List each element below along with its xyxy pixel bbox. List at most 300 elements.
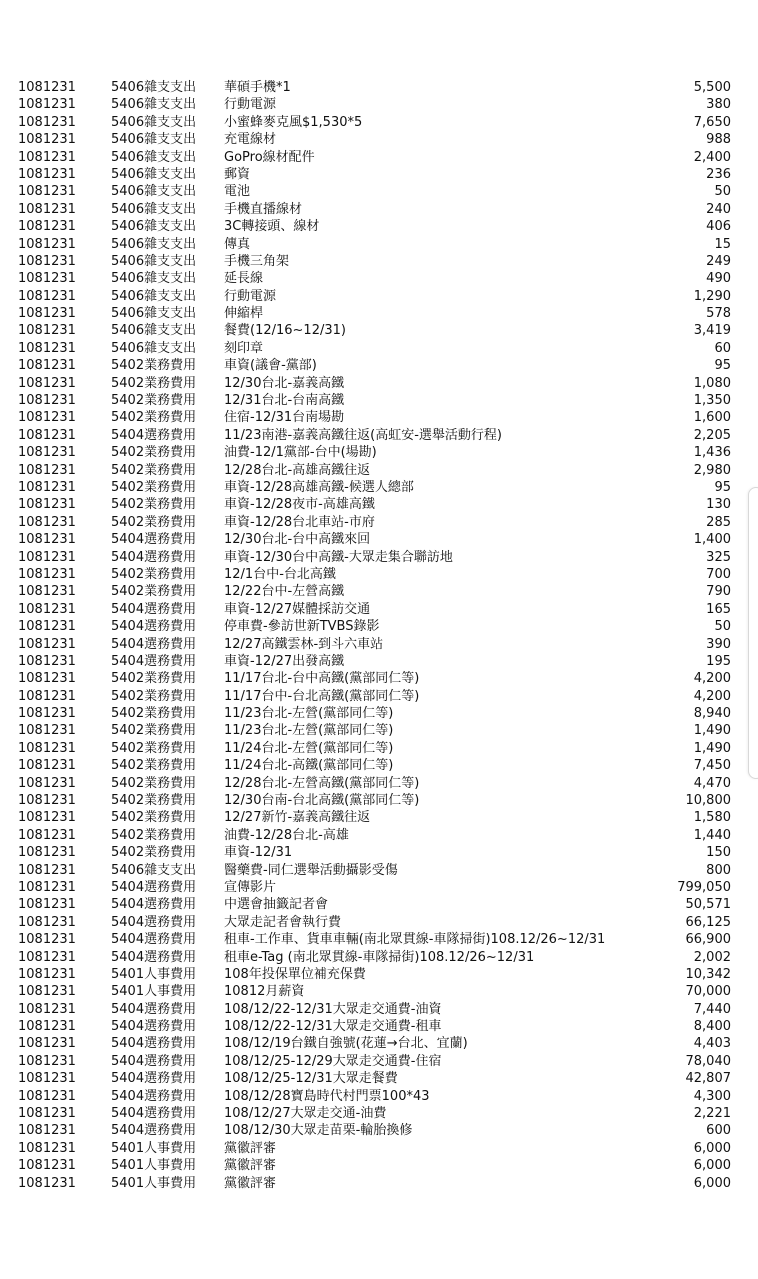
account-cell: 5402業務費用 [111,758,197,774]
account-cell: 5406雜支支出 [111,271,197,287]
account-cell: 5404選務費用 [111,897,197,913]
amount-cell: 4,403 [693,1036,731,1052]
amount-cell: 799,050 [677,879,731,895]
account-cell: 5406雜支支出 [111,862,197,878]
date-cell: 1081231 [18,427,76,443]
date-cell: 1081231 [18,862,76,878]
description-cell: 黨徽評審 [224,1158,277,1174]
table-row [0,462,758,479]
description-cell: 12/28台北-左營高鐵(黨部同仁等) [224,775,420,791]
table-row [0,357,758,374]
description-cell: 郵資 [224,166,251,182]
amount-cell: 4,200 [693,671,731,687]
table-row [0,914,758,931]
amount-cell: 700 [706,566,731,582]
amount-cell: 66,125 [685,914,731,930]
account-cell: 5406雜支支出 [111,288,197,304]
description-cell: 油費-12/1黨部-台中(場勘) [224,445,377,461]
amount-cell: 50 [714,184,731,200]
table-row [0,740,758,757]
amount-cell: 800 [706,862,731,878]
scroll-handle[interactable] [748,487,758,779]
date-cell: 1081231 [18,1175,76,1191]
table-row [0,618,758,635]
date-cell: 1081231 [18,375,76,391]
description-cell: 車資-12/28台北車站-市府 [224,514,375,530]
date-cell: 1081231 [18,758,76,774]
table-row [0,931,758,948]
account-cell: 5402業務費用 [111,358,197,374]
date-cell: 1081231 [18,497,76,513]
description-cell: 108/12/22-12/31大眾走交通費-油資 [224,1001,442,1017]
amount-cell: 406 [706,219,731,235]
date-cell: 1081231 [18,914,76,930]
account-cell: 5402業務費用 [111,845,197,861]
description-cell: 12/27高鐵雲林-到斗六車站 [224,636,384,652]
table-row [0,201,758,218]
table-row [0,688,758,705]
account-cell: 5402業務費用 [111,740,197,756]
table-row [0,1175,758,1192]
amount-cell: 78,040 [685,1053,731,1069]
amount-cell: 2,205 [693,427,731,443]
table-row [0,966,758,983]
amount-cell: 1,080 [693,375,731,391]
account-cell: 5406雜支支出 [111,166,197,182]
description-cell: 11/23台北-左營(黨部同仁等) [224,723,394,739]
account-cell: 5402業務費用 [111,793,197,809]
date-cell: 1081231 [18,1140,76,1156]
amount-cell: 1,400 [693,532,731,548]
table-row [0,653,758,670]
table-row [0,705,758,722]
table-row [0,1053,758,1070]
date-cell: 1081231 [18,1019,76,1035]
table-row [0,549,758,566]
table-row [0,1035,758,1052]
description-cell: 11/17台中-台北高鐵(黨部同仁等) [224,688,420,704]
description-cell: 車資-12/27出發高鐵 [224,653,345,669]
table-row [0,253,758,270]
date-cell: 1081231 [18,445,76,461]
date-cell: 1081231 [18,340,76,356]
date-cell: 1081231 [18,653,76,669]
table-row [0,1122,758,1139]
table-row [0,479,758,496]
table-row [0,775,758,792]
description-cell: 黨徽評審 [224,1175,277,1191]
amount-cell: 15 [714,236,731,252]
date-cell: 1081231 [18,201,76,217]
account-cell: 5404選務費用 [111,879,197,895]
description-cell: 小蜜蜂麥克風$1,530*5 [224,114,363,130]
account-cell: 5404選務費用 [111,427,197,443]
table-row [0,305,758,322]
account-cell: 5402業務費用 [111,688,197,704]
amount-cell: 3,419 [693,323,731,339]
amount-cell: 50 [714,619,731,635]
description-cell: 租車e-Tag (南北眾貫線-車隊掃街)108.12/26~12/31 [224,949,535,965]
description-cell: 12/27新竹-嘉義高鐵往返 [224,810,371,826]
description-cell: 華碩手機*1 [224,80,291,95]
table-row [0,1070,758,1087]
table-row [0,166,758,183]
description-cell: 12/31台北-台南高鐵 [224,393,345,409]
description-cell: 刻印章 [224,340,264,356]
table-row [0,270,758,287]
account-cell: 5404選務費用 [111,1088,197,1104]
account-cell: 5406雜支支出 [111,80,197,95]
account-cell: 5406雜支支出 [111,340,197,356]
account-cell: 5404選務費用 [111,1053,197,1069]
amount-cell: 600 [706,1123,731,1139]
description-cell: 租車-工作車、貨車車輛(南北眾貫線-車隊掃街)108.12/26~12/31 [224,932,606,948]
description-cell: 手機直播線材 [224,201,303,217]
account-cell: 5406雜支支出 [111,253,197,269]
table-row [0,496,758,513]
account-cell: 5404選務費用 [111,653,197,669]
table-row [0,862,758,879]
amount-cell: 490 [706,271,731,287]
account-cell: 5402業務費用 [111,706,197,722]
table-row [0,340,758,357]
date-cell: 1081231 [18,619,76,635]
table-row [0,844,758,861]
account-cell: 5406雜支支出 [111,114,197,130]
amount-cell: 1,440 [693,827,731,843]
date-cell: 1081231 [18,879,76,895]
table-row [0,1105,758,1122]
date-cell: 1081231 [18,549,76,565]
date-cell: 1081231 [18,897,76,913]
date-cell: 1081231 [18,271,76,287]
amount-cell: 66,900 [685,932,731,948]
date-cell: 1081231 [18,793,76,809]
account-cell: 5404選務費用 [111,1036,197,1052]
date-cell: 1081231 [18,184,76,200]
table-row [0,514,758,531]
account-cell: 5402業務費用 [111,584,197,600]
date-cell: 1081231 [18,132,76,148]
description-cell: 車資-12/31 [224,845,293,861]
amount-cell: 578 [706,306,731,322]
amount-cell: 8,400 [693,1019,731,1035]
description-cell: 住宿-12/31台南場勘 [224,410,345,426]
date-cell: 1081231 [18,393,76,409]
expense-ledger [0,79,758,1192]
account-cell: 5402業務費用 [111,445,197,461]
description-cell: 停車費-參訪世新TVBS錄影 [224,619,380,635]
date-cell: 1081231 [18,323,76,339]
description-cell: GoPro線材配件 [224,149,315,165]
date-cell: 1081231 [18,1036,76,1052]
date-cell: 1081231 [18,949,76,965]
amount-cell: 2,980 [693,462,731,478]
account-cell: 5402業務費用 [111,410,197,426]
table-row [0,444,758,461]
description-cell: 電池 [224,184,251,200]
description-cell: 108/12/22-12/31大眾走交通費-租車 [224,1019,442,1035]
table-row [0,1018,758,1035]
account-cell: 5402業務費用 [111,462,197,478]
date-cell: 1081231 [18,410,76,426]
description-cell: 伸縮桿 [224,306,264,322]
date-cell: 1081231 [18,236,76,252]
date-cell: 1081231 [18,149,76,165]
description-cell: 車資(議會-黨部) [224,358,317,374]
table-row [0,636,758,653]
amount-cell: 8,940 [693,706,731,722]
amount-cell: 2,221 [693,1106,731,1122]
account-cell: 5406雜支支出 [111,132,197,148]
date-cell: 1081231 [18,253,76,269]
table-row [0,757,758,774]
date-cell: 1081231 [18,740,76,756]
date-cell: 1081231 [18,688,76,704]
amount-cell: 150 [706,845,731,861]
date-cell: 1081231 [18,932,76,948]
table-row [0,149,758,166]
amount-cell: 1,290 [693,288,731,304]
date-cell: 1081231 [18,532,76,548]
description-cell: 11/23台北-左營(黨部同仁等) [224,706,394,722]
description-cell: 108/12/30大眾走苗栗-輪胎換修 [224,1123,413,1139]
table-row [0,79,758,96]
amount-cell: 380 [706,97,731,113]
date-cell: 1081231 [18,845,76,861]
table-row [0,131,758,148]
amount-cell: 130 [706,497,731,513]
date-cell: 1081231 [18,1106,76,1122]
table-row [0,375,758,392]
date-cell: 1081231 [18,306,76,322]
amount-cell: 165 [706,601,731,617]
description-cell: 醫藥費-同仁選舉活動攝影受傷 [224,862,398,878]
table-row [0,218,758,235]
date-cell: 1081231 [18,462,76,478]
date-cell: 1081231 [18,1001,76,1017]
table-row [0,96,758,113]
date-cell: 1081231 [18,514,76,530]
table-row [0,427,758,444]
table-row [0,1088,758,1105]
table-row [0,949,758,966]
amount-cell: 1,436 [693,445,731,461]
account-cell: 5406雜支支出 [111,184,197,200]
table-row [0,1140,758,1157]
date-cell: 1081231 [18,288,76,304]
description-cell: 車資-12/27媒體採訪交通 [224,601,371,617]
amount-cell: 2,002 [693,949,731,965]
account-cell: 5404選務費用 [111,619,197,635]
table-row [0,670,758,687]
account-cell: 5406雜支支出 [111,201,197,217]
amount-cell: 7,450 [693,758,731,774]
account-cell: 5404選務費用 [111,1001,197,1017]
account-cell: 5402業務費用 [111,671,197,687]
account-cell: 5406雜支支出 [111,219,197,235]
description-cell: 手機三角架 [224,253,290,269]
amount-cell: 5,500 [693,80,731,95]
date-cell: 1081231 [18,1123,76,1139]
description-cell: 12/30台南-台北高鐵(黨部同仁等) [224,793,420,809]
account-cell: 5401人事費用 [111,1140,197,1156]
description-cell: 車資-12/28夜市-高雄高鐵 [224,497,375,513]
amount-cell: 6,000 [693,1158,731,1174]
date-cell: 1081231 [18,114,76,130]
account-cell: 5402業務費用 [111,375,197,391]
date-cell: 1081231 [18,166,76,182]
date-cell: 1081231 [18,566,76,582]
account-cell: 5404選務費用 [111,949,197,965]
account-cell: 5401人事費用 [111,966,197,982]
date-cell: 1081231 [18,219,76,235]
description-cell: 108年投保單位補充保費 [224,966,366,982]
account-cell: 5401人事費用 [111,1158,197,1174]
amount-cell: 70,000 [685,984,731,1000]
description-cell: 車資-12/30台中高鐵-大眾走集合聯訪地 [224,549,453,565]
date-cell: 1081231 [18,1071,76,1087]
date-cell: 1081231 [18,671,76,687]
amount-cell: 2,400 [693,149,731,165]
account-cell: 5401人事費用 [111,984,197,1000]
date-cell: 1081231 [18,636,76,652]
account-cell: 5402業務費用 [111,393,197,409]
date-cell: 1081231 [18,358,76,374]
amount-cell: 195 [706,653,731,669]
description-cell: 11/17台北-台中高鐵(黨部同仁等) [224,671,420,687]
amount-cell: 7,440 [693,1001,731,1017]
description-cell: 車資-12/28高雄高鐵-候選人總部 [224,479,414,495]
table-row [0,1001,758,1018]
account-cell: 5404選務費用 [111,636,197,652]
account-cell: 5401人事費用 [111,1175,197,1191]
date-cell: 1081231 [18,1158,76,1174]
account-cell: 5402業務費用 [111,810,197,826]
amount-cell: 325 [706,549,731,565]
table-row [0,983,758,1000]
date-cell: 1081231 [18,1088,76,1104]
amount-cell: 6,000 [693,1140,731,1156]
amount-cell: 95 [714,479,731,495]
account-cell: 5402業務費用 [111,497,197,513]
date-cell: 1081231 [18,706,76,722]
description-cell: 12/30台北-台中高鐵來回 [224,532,371,548]
date-cell: 1081231 [18,584,76,600]
table-row [0,566,758,583]
account-cell: 5402業務費用 [111,827,197,843]
account-cell: 5404選務費用 [111,532,197,548]
amount-cell: 236 [706,166,731,182]
amount-cell: 249 [706,253,731,269]
amount-cell: 285 [706,514,731,530]
amount-cell: 95 [714,358,731,374]
amount-cell: 10,342 [685,966,731,982]
description-cell: 108/12/25-12/29大眾走交通費-住宿 [224,1053,442,1069]
table-row [0,1157,758,1174]
amount-cell: 390 [706,636,731,652]
amount-cell: 10,800 [685,793,731,809]
date-cell: 1081231 [18,601,76,617]
description-cell: 3C轉接頭、線材 [224,219,320,235]
account-cell: 5402業務費用 [111,479,197,495]
date-cell: 1081231 [18,80,76,95]
description-cell: 中選會抽籤記者會 [224,897,329,913]
account-cell: 5406雜支支出 [111,323,197,339]
account-cell: 5404選務費用 [111,601,197,617]
amount-cell: 4,470 [693,775,731,791]
table-row [0,392,758,409]
description-cell: 11/24台北-高鐵(黨部同仁等) [224,758,394,774]
amount-cell: 60 [714,340,731,356]
amount-cell: 240 [706,201,731,217]
table-row [0,288,758,305]
date-cell: 1081231 [18,479,76,495]
table-row [0,531,758,548]
description-cell: 延長線 [224,271,264,287]
account-cell: 5406雜支支出 [111,236,197,252]
table-row [0,792,758,809]
account-cell: 5404選務費用 [111,1071,197,1087]
table-row [0,114,758,131]
description-cell: 黨徽評審 [224,1140,277,1156]
amount-cell: 6,000 [693,1175,731,1191]
amount-cell: 790 [706,584,731,600]
description-cell: 餐費(12/16~12/31) [224,323,346,339]
table-row [0,896,758,913]
account-cell: 5404選務費用 [111,1123,197,1139]
description-cell: 108/12/28寶島時代村門票100*43 [224,1088,430,1104]
amount-cell: 1,580 [693,810,731,826]
date-cell: 1081231 [18,810,76,826]
amount-cell: 42,807 [685,1071,731,1087]
amount-cell: 1,350 [693,393,731,409]
description-cell: 宣傳影片 [224,879,277,895]
description-cell: 11/24台北-左營(黨部同仁等) [224,740,394,756]
table-row [0,322,758,339]
account-cell: 5404選務費用 [111,1106,197,1122]
account-cell: 5402業務費用 [111,775,197,791]
account-cell: 5402業務費用 [111,723,197,739]
description-cell: 10812月薪資 [224,984,305,1000]
table-row [0,601,758,618]
table-row [0,409,758,426]
account-cell: 5404選務費用 [111,549,197,565]
description-cell: 108/12/19台鐵自強號(花蓮→台北、宜蘭) [224,1036,468,1052]
table-row [0,827,758,844]
description-cell: 12/30台北-嘉義高鐵 [224,375,345,391]
description-cell: 12/22台中-左營高鐵 [224,584,345,600]
amount-cell: 4,300 [693,1088,731,1104]
account-cell: 5402業務費用 [111,514,197,530]
table-row [0,879,758,896]
amount-cell: 988 [706,132,731,148]
date-cell: 1081231 [18,723,76,739]
amount-cell: 50,571 [685,897,731,913]
description-cell: 11/23南港-嘉義高鐵往返(高虹安-選舉活動行程) [224,427,502,443]
description-cell: 108/12/25-12/31大眾走餐費 [224,1071,398,1087]
table-row [0,583,758,600]
date-cell: 1081231 [18,97,76,113]
account-cell: 5406雜支支出 [111,149,197,165]
account-cell: 5406雜支支出 [111,97,197,113]
date-cell: 1081231 [18,775,76,791]
description-cell: 行動電源 [224,288,277,304]
date-cell: 1081231 [18,966,76,982]
table-row [0,236,758,253]
description-cell: 108/12/27大眾走交通-油費 [224,1106,387,1122]
amount-cell: 1,490 [693,723,731,739]
